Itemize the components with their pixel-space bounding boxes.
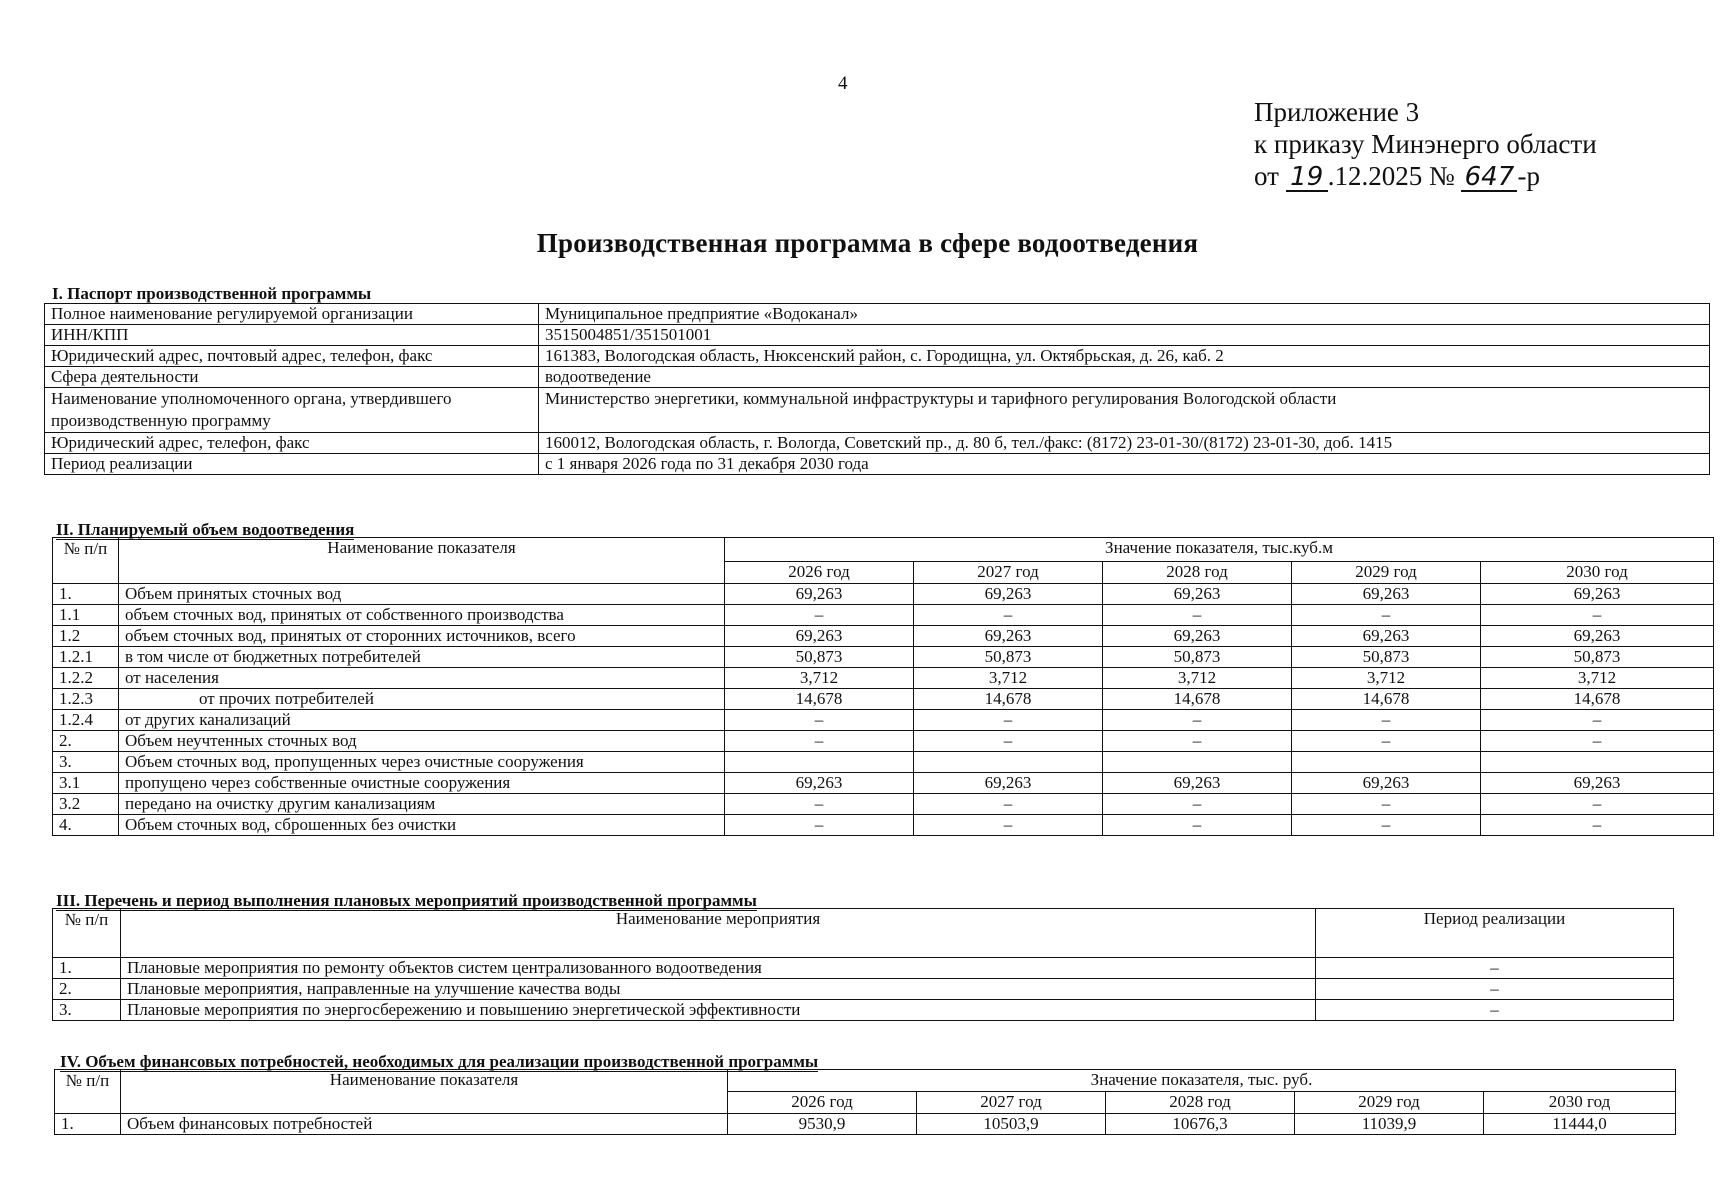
appendix-block [1254, 96, 1597, 192]
row-value: – [725, 731, 914, 752]
row-value: – [725, 815, 914, 836]
row-name: объем сточных вод, принятых от сторонних источников, всего [119, 626, 725, 647]
row-value: 69,263 [1103, 584, 1292, 605]
row-value: 3,712 [1292, 668, 1481, 689]
volume-table [52, 537, 1714, 836]
appendix-date-line [1254, 160, 1597, 192]
row-number: 1.2.3 [53, 689, 119, 710]
row-value: 14,678 [1103, 689, 1292, 710]
row-value: – [1481, 605, 1714, 626]
year-header: 2026 год [725, 562, 914, 584]
year-header: 2027 год [914, 562, 1103, 584]
row-number: 2. [53, 731, 119, 752]
col-value-header: Значение показателя, тыс.куб.м [725, 538, 1714, 562]
row-value: 3,712 [1103, 668, 1292, 689]
row-value: 3,712 [914, 668, 1103, 689]
passport-label: ИНН/КПП [45, 325, 539, 346]
passport-label: Полное наименование регулируемой организации [45, 304, 539, 325]
passport-label: Юридический адрес, почтовый адрес, телефон, факс [45, 346, 539, 367]
row-value: 3,712 [1481, 668, 1714, 689]
row-value: 69,263 [1292, 773, 1481, 794]
passport-value: водоотведение [539, 367, 1710, 388]
passport-label: Сфера деятельности [45, 367, 539, 388]
date-prefix: от [1254, 161, 1279, 191]
row-value: 14,678 [1292, 689, 1481, 710]
table-row [53, 584, 1714, 605]
row-number: 1. [53, 584, 119, 605]
passport-label: Наименование уполномоченного органа, утвердившего производственную программу [45, 388, 539, 433]
row-name: от других канализаций [119, 710, 725, 731]
page-number: 4 [838, 73, 848, 94]
table-row [53, 731, 1714, 752]
passport-label: Период реализации [45, 454, 539, 475]
row-name: Объем сточных вод, сброшенных без очистки [119, 815, 725, 836]
order-suffix: -р [1517, 161, 1540, 191]
section3-heading: III. Перечень и период выполнения плановых мероприятий производственной программы [56, 891, 757, 910]
col-name-header: Наименование показателя [119, 538, 725, 584]
row-number: 1.2.2 [53, 668, 119, 689]
row-value [725, 752, 914, 773]
row-value: – [1103, 731, 1292, 752]
row-name: Объем сточных вод, пропущенных через очистные сооружения [119, 752, 725, 773]
row-number: 2. [53, 979, 121, 1000]
table-row [45, 388, 1710, 433]
row-value: – [914, 710, 1103, 731]
passport-table [44, 303, 1710, 475]
row-number: 3.2 [53, 794, 119, 815]
row-value: 50,873 [1103, 647, 1292, 668]
row-value: – [914, 605, 1103, 626]
row-value: – [1292, 794, 1481, 815]
row-value: 69,263 [1481, 773, 1714, 794]
row-value: 69,263 [1292, 626, 1481, 647]
row-value: 69,263 [1103, 773, 1292, 794]
row-value [914, 752, 1103, 773]
row-number: 3. [53, 752, 119, 773]
table-row [53, 794, 1714, 815]
row-value: 10676,3 [1106, 1114, 1295, 1135]
row-name: Плановые мероприятия по энергосбережению и повышению энергетической эффективности [121, 1000, 1316, 1021]
row-name: Объем принятых сточных вод [119, 584, 725, 605]
row-value: – [1481, 710, 1714, 731]
year-header: 2029 год [1295, 1092, 1484, 1114]
row-name: от населения [119, 668, 725, 689]
row-number: 3.1 [53, 773, 119, 794]
finance-table [54, 1069, 1676, 1135]
row-name: объем сточных вод, принятых от собственного производства [119, 605, 725, 626]
row-value [1103, 752, 1292, 773]
row-value: 69,263 [914, 773, 1103, 794]
row-value: – [725, 794, 914, 815]
table-row [53, 605, 1714, 626]
row-value: – [1103, 710, 1292, 731]
passport-value: с 1 января 2026 года по 31 декабря 2030 года [539, 454, 1710, 475]
row-number: 1.1 [53, 605, 119, 626]
row-value: 50,873 [914, 647, 1103, 668]
row-number: 3. [53, 1000, 121, 1021]
year-header: 2028 год [1103, 562, 1292, 584]
table-row [53, 752, 1714, 773]
measures-col-period: Период реализации [1316, 909, 1674, 958]
table-row [53, 979, 1674, 1000]
section2-heading: II. Планируемый объем водоотведения [56, 520, 355, 539]
table-row [55, 1114, 1676, 1135]
table-row [45, 367, 1710, 388]
row-name: в том числе от бюджетных потребителей [119, 647, 725, 668]
row-value: – [1481, 731, 1714, 752]
row-value [1292, 752, 1481, 773]
passport-value: Министерство энергетики, коммунальной инфраструктуры и тарифного регулирования Вологодской области [539, 388, 1710, 433]
table-row [53, 626, 1714, 647]
row-value: 50,873 [1481, 647, 1714, 668]
row-value: 69,263 [1103, 626, 1292, 647]
year-header: 2030 год [1484, 1092, 1676, 1114]
table-row [45, 433, 1710, 454]
row-period: – [1316, 958, 1674, 979]
row-value: 69,263 [725, 626, 914, 647]
row-value: 11444,0 [1484, 1114, 1676, 1135]
row-value: 14,678 [725, 689, 914, 710]
row-number: 1.2.1 [53, 647, 119, 668]
table-row [53, 815, 1714, 836]
row-value: 50,873 [1292, 647, 1481, 668]
table-row [53, 647, 1714, 668]
row-value: 14,678 [1481, 689, 1714, 710]
row-value: – [914, 731, 1103, 752]
row-value: – [1103, 605, 1292, 626]
table-row [45, 346, 1710, 367]
row-number: 1. [55, 1114, 121, 1135]
row-period: – [1316, 979, 1674, 1000]
table-row [53, 710, 1714, 731]
col-no-header: № п/п [53, 538, 119, 584]
section4-heading: IV. Объем финансовых потребностей, необходимых для реализации производственной программы [60, 1052, 819, 1071]
table-row [53, 1000, 1674, 1021]
row-value: 11039,9 [1295, 1114, 1484, 1135]
table-row [53, 773, 1714, 794]
row-number: 1.2.4 [53, 710, 119, 731]
row-value: – [1292, 710, 1481, 731]
year-header: 2028 год [1106, 1092, 1295, 1114]
row-value: – [1292, 731, 1481, 752]
row-name: от прочих потребителей [119, 689, 725, 710]
measures-col-name: Наименование мероприятия [121, 909, 1316, 958]
table-row [45, 304, 1710, 325]
row-value: 69,263 [1481, 626, 1714, 647]
row-value: – [1481, 815, 1714, 836]
passport-value: Муниципальное предприятие «Водоканал» [539, 304, 1710, 325]
year-header: 2030 год [1481, 562, 1714, 584]
row-value: 9530,9 [728, 1114, 917, 1135]
row-name: Объем финансовых потребностей [121, 1114, 728, 1135]
row-value: – [1292, 815, 1481, 836]
row-name: Плановые мероприятия, направленные на улучшение качества воды [121, 979, 1316, 1000]
table-row [45, 454, 1710, 475]
row-value: – [1292, 605, 1481, 626]
row-value: 69,263 [725, 584, 914, 605]
appendix-line2: к приказу Минэнерго области [1254, 129, 1597, 159]
row-period: – [1316, 1000, 1674, 1021]
row-value: – [725, 605, 914, 626]
measures-table [52, 908, 1674, 1021]
passport-value: 3515004851/351501001 [539, 325, 1710, 346]
row-name: Плановые мероприятия по ремонту объектов систем централизованного водоотведения [121, 958, 1316, 979]
handwritten-order-number: 647 [1461, 164, 1517, 192]
passport-value: 161383, Вологодская область, Нюксенский район, с. Городищна, ул. Октябрьская, д. 26, каб. 2 [539, 346, 1710, 367]
measures-col-no: № п/п [53, 909, 121, 958]
row-value: 14,678 [914, 689, 1103, 710]
row-value: 69,263 [914, 584, 1103, 605]
section1-heading: I. Паспорт производственной программы [52, 284, 372, 303]
finance-col-name: Наименование показателя [121, 1070, 728, 1114]
table-row [45, 325, 1710, 346]
appendix-line1: Приложение 3 [1254, 97, 1420, 127]
row-value: – [1481, 794, 1714, 815]
table-row [53, 668, 1714, 689]
row-number: 1.2 [53, 626, 119, 647]
row-value: – [1103, 794, 1292, 815]
row-name: пропущено через собственные очистные сооружения [119, 773, 725, 794]
row-value: – [914, 794, 1103, 815]
row-value [1481, 752, 1714, 773]
row-value: 10503,9 [917, 1114, 1106, 1135]
row-value: – [914, 815, 1103, 836]
row-value: 69,263 [914, 626, 1103, 647]
year-header: 2029 год [1292, 562, 1481, 584]
row-value: – [725, 710, 914, 731]
passport-label: Юридический адрес, телефон, факс [45, 433, 539, 454]
row-value: 69,263 [725, 773, 914, 794]
row-value: 50,873 [725, 647, 914, 668]
row-value: 3,712 [725, 668, 914, 689]
year-header: 2027 год [917, 1092, 1106, 1114]
passport-value: 160012, Вологодская область, г. Вологда, Советский пр., д. 80 б, тел./факс: (8172) 23-01-30/(8172) 23-01-30, доб. 1415 [539, 433, 1710, 454]
row-value: – [1103, 815, 1292, 836]
row-value: 69,263 [1481, 584, 1714, 605]
row-name: передано на очистку другим канализациям [119, 794, 725, 815]
row-number: 1. [53, 958, 121, 979]
row-name: Объем неучтенных сточных вод [119, 731, 725, 752]
date-rest: .12.2025 № [1327, 161, 1455, 191]
finance-col-value: Значение показателя, тыс. руб. [728, 1070, 1676, 1092]
table-row [53, 689, 1714, 710]
document-title: Производственная программа в сфере водоотведения [536, 228, 1199, 258]
table-row [53, 958, 1674, 979]
row-value: 69,263 [1292, 584, 1481, 605]
finance-col-no: № п/п [55, 1070, 121, 1114]
year-header: 2026 год [728, 1092, 917, 1114]
row-number: 4. [53, 815, 119, 836]
handwritten-day: 19 [1286, 164, 1328, 192]
